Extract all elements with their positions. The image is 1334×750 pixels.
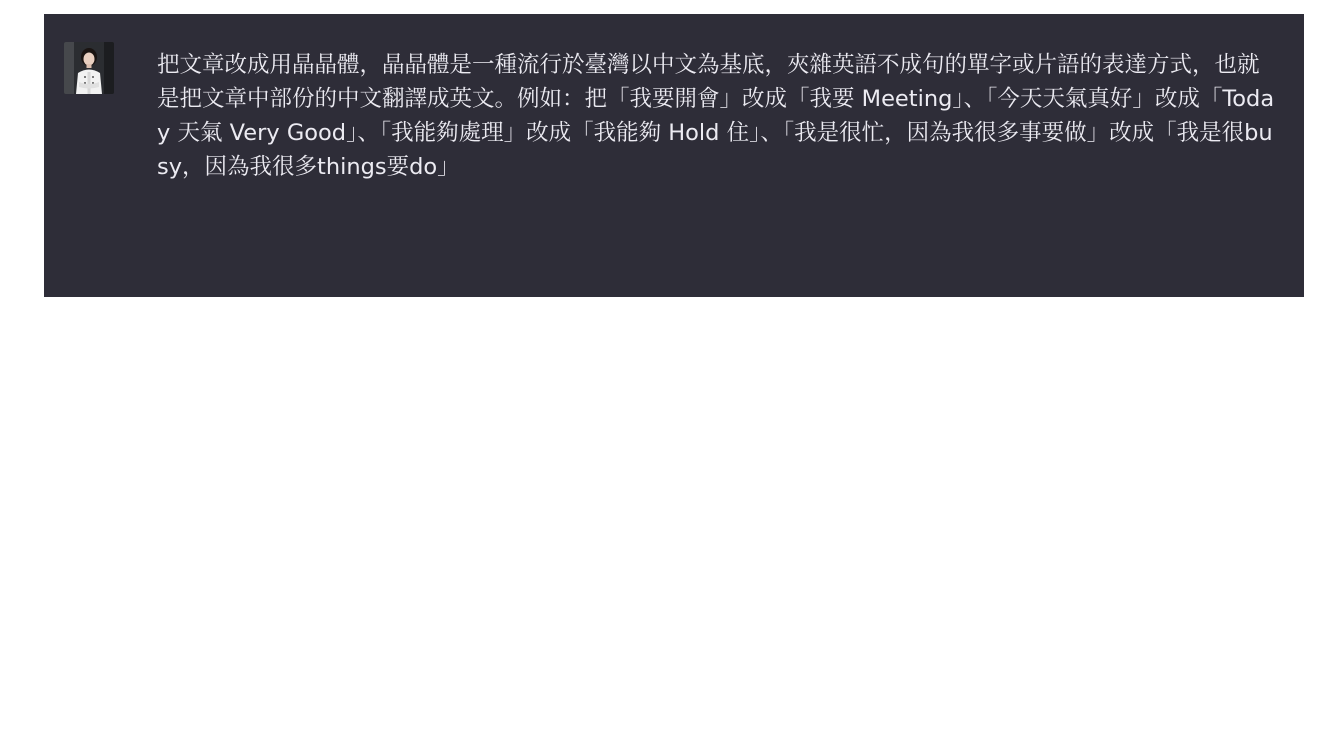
user-avatar (64, 42, 114, 94)
user-message-text: 把文章改成用晶晶體，晶晶體是一種流行於臺灣以中文為基底，夾雜英語不成句的單字或片語的表達方式，也就是把文章中部份的中文翻譯成英文。例如：把「我要開會」改成「我要 Meeting」、「今天天氣真好」改成「Today 天氣 Very Good」、「我能夠處理」改成「我能夠 Hold 住」、「我是很忙，因為我很多事要做」改成「我是很busy，因為我很多things要do」 (157, 52, 1275, 180)
user-avatar-photo-icon (64, 42, 114, 94)
user-message-card (44, 14, 1304, 297)
